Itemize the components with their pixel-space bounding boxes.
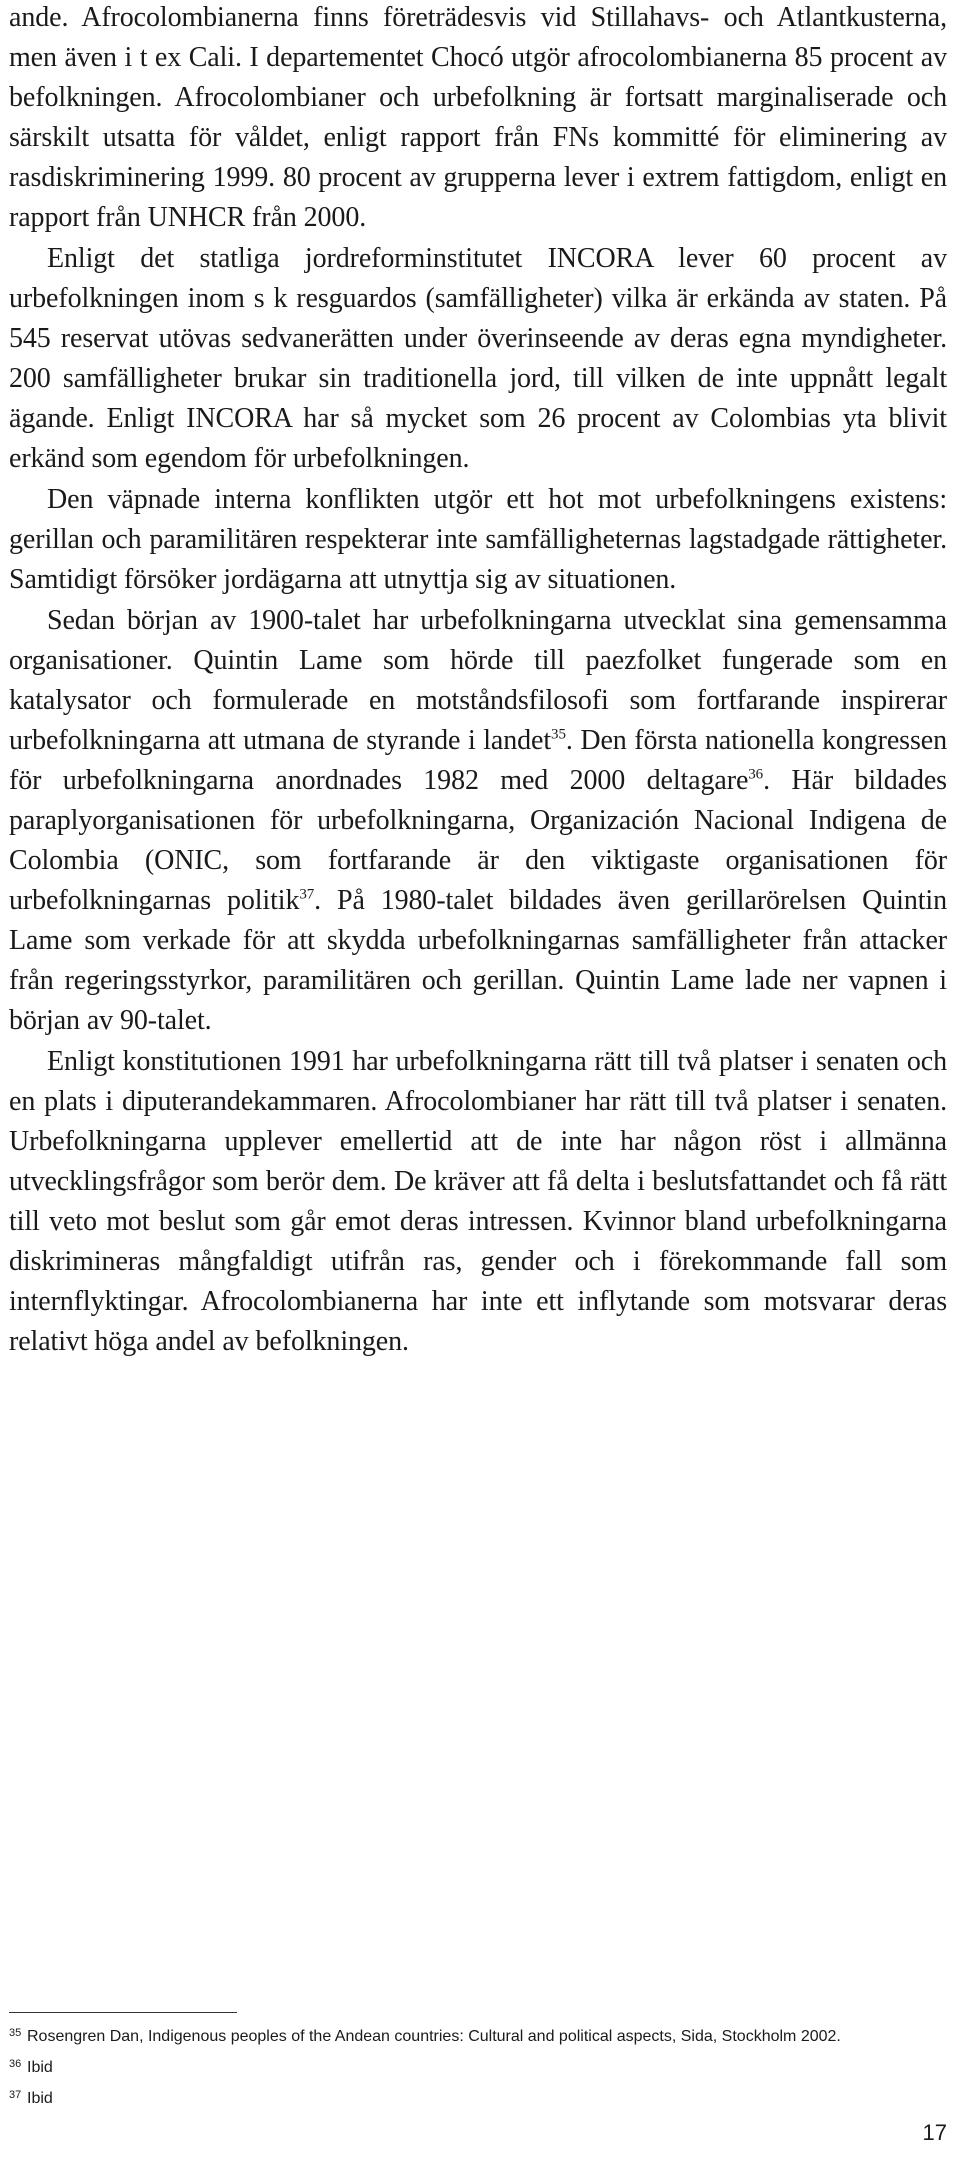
paragraph-1 <box>9 0 947 238</box>
paragraph-5-text: Enligt konstitutionen 1991 har urbefolkningarna rätt till två platser i senaten och en plats i diputerandekammaren. Afrocolombianer har rätt till två platser i senaten. Urbefolkningarna upplever emellertid att de inte har någon röst i allmänna utvecklingsfrågor som berör dem. De kräver att få delta i beslutsfattandet och få rätt till veto mot beslut som går emot deras intressen. Kvinnor bland urbefolkningarna diskrimineras mångfaldigt utifrån ras, gender och i förekommande fall som internflyktingar. Afrocolombianerna har inte ett inflytande som motsvarar deras relativt höga andel av befolkningen. <box>9 1046 947 1357</box>
paragraph-5 <box>9 1042 947 1362</box>
footnote-37 <box>9 2084 947 2115</box>
body-text <box>9 0 947 1363</box>
footnote-36 <box>9 2053 947 2084</box>
footnote-divider <box>9 2012 237 2013</box>
paragraph-4-text-b: . Den första nationella kongressen för urbefolkningarna anordnades 1982 med 2000 deltagare <box>9 725 947 796</box>
footnotes <box>9 2022 947 2115</box>
document-page <box>9 0 947 2163</box>
footnote-ref-36[interactable]: 36 <box>748 766 764 783</box>
footnote-text: Rosengren Dan, Indigenous peoples of the Andean countries: Cultural and political aspects, Sida, Stockholm 2002. <box>27 2028 841 2045</box>
footnote-ref-35[interactable]: 35 <box>551 726 566 743</box>
footnote-text: Ibid <box>27 2059 53 2076</box>
paragraph-3 <box>9 480 947 600</box>
paragraph-2-text: Enligt det statliga jordreforminstitutet INCORA lever 60 procent av urbefolkningen inom s k resguardos (samfälligheter) vilka är erkända av staten. På 545 reservat utövas sedvanerätten under överinseende av deras egna myndigheter. 200 samfälligheter brukar sin traditionella jord, till vilken de inte uppnått legalt ägande. Enligt INCORA har så mycket som 26 procent av Colombias yta blivit erkänd som egendom för urbefolkningen. <box>9 243 947 474</box>
paragraph-1-text: ande. Afrocolombianerna finns företrädesvis vid Stillahavs- och Atlantkusterna, men även i t ex Cali. I departementet Chocó utgör afrocolombianerna 85 procent av befolkningen. Afrocolombianer och urbefolkning är fortsatt marginaliserade och särskilt utsatta för våldet, enligt rapport från FNs kommitté för eliminering av rasdiskriminering 1999. 80 procent av grupperna lever i extrem fattigdom, enligt en rapport från UNHCR från 2000. <box>9 2 947 233</box>
paragraph-4 <box>9 601 947 1041</box>
paragraph-3-text: Den väpnade interna konflikten utgör ett hot mot urbefolkningens existens: gerillan och paramilitären respekterar inte samfälligheternas lagstadgade rättigheter. Samtidigt försöker jordägarna att utnyttja sig av situationen. <box>9 484 947 595</box>
paragraph-2 <box>9 239 947 479</box>
footnote-number: 37 <box>9 2089 22 2101</box>
paragraph-4-text-a: Sedan början av 1900-talet har urbefolkningarna utvecklat sina gemensamma organisationer. Quintin Lame som hörde till paezfolket fungerade som en katalysator och formulerade en motståndsfilosofi som fortfarande inspirerar urbefolkningarna att utmana de styrande i landet <box>9 605 947 756</box>
footnote-ref-37[interactable]: 37 <box>299 886 315 903</box>
paragraph-4-text-d: . På 1980-talet bildades även gerillarörelsen Quintin Lame som verkade för att skydda urbefolkningarnas samfälligheter från attacker från regeringsstyrkor, paramilitären och gerillan. Quintin Lame lade ner vapnen i början av 90-talet. <box>9 885 947 1036</box>
paragraph-4-text-c: . Här bildades paraplyorganisationen för urbefolkningarna, Organización Nacional Indigena de Colombia (ONIC, som fortfarande är den viktigaste organisationen för urbefolkningarnas politik <box>9 765 947 916</box>
footnote-35 <box>9 2022 947 2053</box>
footnote-text: Ibid <box>27 2090 53 2107</box>
footnote-number: 35 <box>9 2027 22 2039</box>
page-number: 17 <box>922 2120 947 2145</box>
footnote-number: 36 <box>9 2058 22 2070</box>
